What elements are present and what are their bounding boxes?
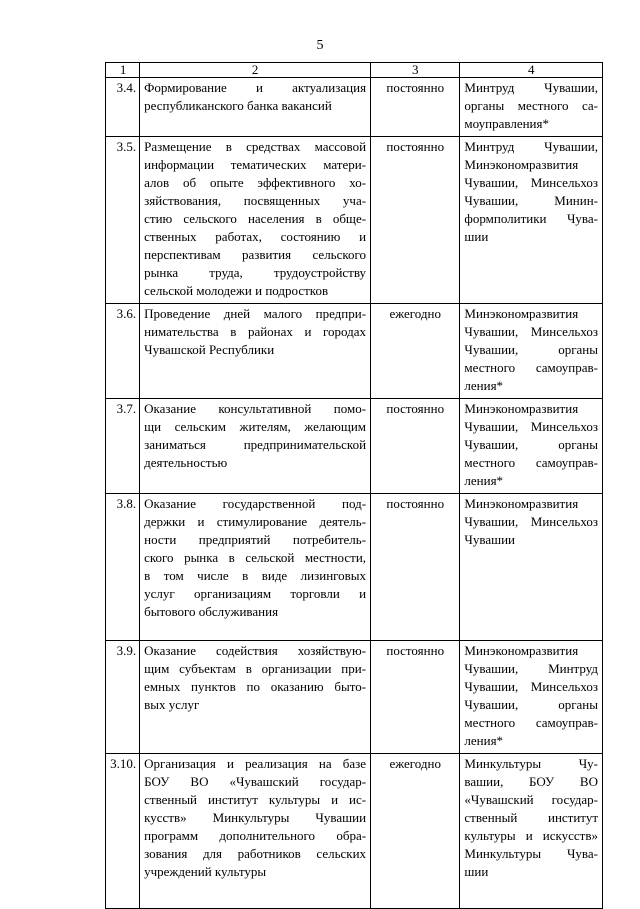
measure-description-line: перспективам развития сельского: [144, 247, 367, 262]
measure-description-line: ности предприятий потребитель-: [144, 532, 367, 547]
responsible-executors-line: Чувашии: [464, 532, 516, 547]
responsible-executors-line: ления*: [464, 473, 504, 488]
measure-description-line: Проведение дней малого предпри-: [144, 306, 367, 321]
responsible-executors-line: Чувашии, Минин-: [464, 193, 598, 208]
responsible-executors-line: ственный институт: [464, 810, 598, 825]
measure-description-line: ственных работах, состоянию и: [144, 229, 367, 244]
period: постоянно: [371, 641, 460, 754]
period: ежегодно: [371, 304, 460, 399]
responsible-executors-line: шии: [464, 864, 489, 879]
measure-description-line: сельской молодежи и подростков: [144, 283, 329, 298]
table-row: [106, 304, 603, 399]
measure-description-line: нимательства в районах и городах: [144, 324, 367, 339]
measure-description-line: стию сельского населения в обще-: [144, 211, 367, 226]
measure-description: [140, 399, 371, 494]
measure-description-line: алов об опыте эффективного хо-: [144, 175, 367, 190]
measure-description-line: республиканского банка вакансий: [144, 98, 332, 113]
responsible-executors-line: моуправления*: [464, 116, 549, 131]
measure-description-line: щи сельским жителям, желающим: [144, 419, 367, 434]
measure-description-line: кусств» Минкультуры Чувашии: [144, 810, 367, 825]
responsible-executors-line: Минэкономразвития: [464, 306, 579, 321]
measure-description-line: ственный институт культуры и ис-: [144, 792, 367, 807]
measure-description-line: емных пунктов по оказанию быто-: [144, 679, 367, 694]
measure-description-line: заниматься предпринимательской: [144, 437, 367, 452]
measure-description-line: рынка труда, трудоустройству: [144, 265, 367, 280]
table-row: [106, 399, 603, 494]
measure-description: [140, 78, 371, 137]
table-row: [106, 494, 603, 641]
responsible-executors-line: Чувашии, Минсельхоз: [464, 419, 598, 434]
measure-description-line: Оказание консультативной помо-: [144, 401, 367, 416]
measure-description-line: вых услуг: [144, 697, 200, 712]
measure-description-line: Формирование и актуализация: [144, 80, 367, 95]
table-row: [106, 754, 603, 909]
responsible-executors-line: Чувашии, органы: [464, 342, 598, 357]
measure-description-line: Оказание государственной под-: [144, 496, 367, 511]
period: постоянно: [371, 399, 460, 494]
item-number: 3.7.: [106, 399, 140, 494]
responsible-executors-line: местного самоуправ-: [464, 455, 598, 470]
table-row: [106, 641, 603, 754]
responsible-executors: [460, 137, 603, 304]
measure-description-line: учреждений культуры: [144, 864, 267, 879]
responsible-executors-line: местного самоуправ-: [464, 360, 598, 375]
responsible-executors-line: Чувашии, Минсельхоз: [464, 679, 598, 694]
responsible-executors-line: культуры и искусств»: [464, 828, 598, 843]
measure-description-line: щим субъектам в организации при-: [144, 661, 367, 676]
responsible-executors-line: Чувашии, органы: [464, 697, 598, 712]
header-col-1: 1: [106, 63, 140, 78]
responsible-executors-line: органы местного са-: [464, 98, 598, 113]
period: постоянно: [371, 78, 460, 137]
responsible-executors: [460, 399, 603, 494]
measure-description-line: услуг организациям торговли и: [144, 586, 367, 601]
responsible-executors-line: Минэкономразвития: [464, 496, 579, 511]
responsible-executors-line: Минкультуры Чува-: [464, 846, 598, 861]
item-number: 3.10.: [106, 754, 140, 909]
item-number: 3.4.: [106, 78, 140, 137]
measure-description-line: держки и стимулирование деятель-: [144, 514, 367, 529]
period: постоянно: [371, 494, 460, 641]
table-header-row: [106, 63, 603, 78]
measure-description-line: Размещение в средствах массовой: [144, 139, 367, 154]
responsible-executors-line: ления*: [464, 378, 504, 393]
responsible-executors-line: ления*: [464, 733, 504, 748]
responsible-executors-line: формполитики Чува-: [464, 211, 598, 226]
responsible-executors: [460, 494, 603, 641]
measure-description: [140, 137, 371, 304]
item-number: 3.8.: [106, 494, 140, 641]
measure-description-line: зования для работников сельских: [144, 846, 367, 861]
measure-description-line: Чувашской Республики: [144, 342, 275, 357]
plan-table: [105, 62, 603, 909]
header-col-4: 4: [460, 63, 603, 78]
measure-description-line: деятельностью: [144, 455, 228, 470]
measure-description-line: Оказание содействия хозяйствую-: [144, 643, 367, 658]
responsible-executors-line: Минкультуры Чу-: [464, 756, 598, 771]
responsible-executors: [460, 641, 603, 754]
period: постоянно: [371, 137, 460, 304]
measure-description-line: БОУ ВО «Чувашский государ-: [144, 774, 367, 789]
responsible-executors: [460, 304, 603, 399]
responsible-executors-line: Минэкономразвития: [464, 643, 579, 658]
measure-description-line: информации тематических матери-: [144, 157, 367, 172]
item-number: 3.5.: [106, 137, 140, 304]
measure-description-line: зяйствования, посвященных уча-: [144, 193, 367, 208]
responsible-executors-line: Чувашии, Минсельхоз: [464, 514, 598, 529]
item-number: 3.9.: [106, 641, 140, 754]
responsible-executors-line: Чувашии, Минсельхоз: [464, 175, 598, 190]
measure-description-line: Организация и реализация на базе: [144, 756, 367, 771]
responsible-executors-line: Минэкономразвития: [464, 157, 579, 172]
responsible-executors-line: шии: [464, 229, 489, 244]
responsible-executors-line: Чувашии, Минтруд: [464, 661, 598, 676]
measure-description-line: программ дополнительного обра-: [144, 828, 367, 843]
measure-description-line: в том числе в виде лизинговых: [144, 568, 367, 583]
header-col-2: 2: [140, 63, 371, 78]
measure-description-line: бытового обслуживания: [144, 604, 279, 619]
table-row: [106, 137, 603, 304]
responsible-executors-line: Чувашии, Минсельхоз: [464, 324, 598, 339]
responsible-executors-line: Минтруд Чувашии,: [464, 139, 598, 154]
period: ежегодно: [371, 754, 460, 909]
responsible-executors-line: Чувашии, органы: [464, 437, 598, 452]
measure-description: [140, 304, 371, 399]
measure-description: [140, 641, 371, 754]
table-row: [106, 78, 603, 137]
responsible-executors: [460, 78, 603, 137]
responsible-executors-line: Минэкономразвития: [464, 401, 579, 416]
measure-description: [140, 494, 371, 641]
responsible-executors-line: Минтруд Чувашии,: [464, 80, 598, 95]
item-number: 3.6.: [106, 304, 140, 399]
measure-description-line: ского рынка в сельской местности,: [144, 550, 367, 565]
measure-description: [140, 754, 371, 909]
header-col-3: 3: [371, 63, 460, 78]
responsible-executors: [460, 754, 603, 909]
responsible-executors-line: местного самоуправ-: [464, 715, 598, 730]
responsible-executors-line: вашии, БОУ ВО: [464, 774, 598, 789]
page-number: 5: [316, 38, 324, 53]
responsible-executors-line: «Чувашский государ-: [464, 792, 598, 807]
